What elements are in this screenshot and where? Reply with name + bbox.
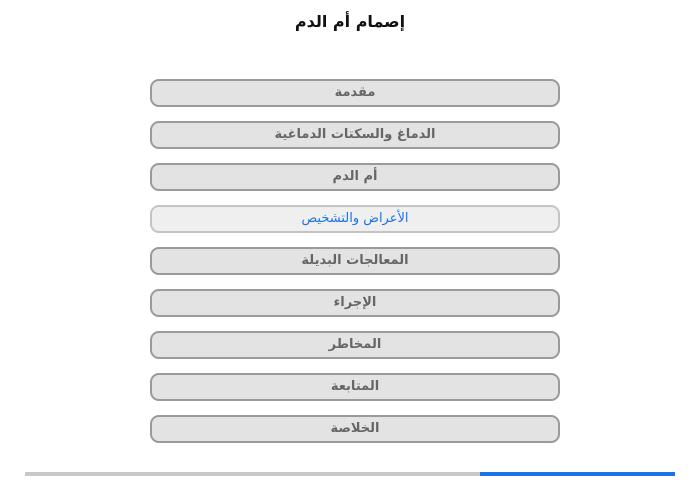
chapter-menu bbox=[150, 79, 560, 457]
menu-item-aneurysm[interactable]: أم الدم bbox=[150, 163, 560, 191]
menu-item-risks[interactable]: المخاطر bbox=[150, 331, 560, 359]
menu-item-follow-up[interactable]: المتابعة bbox=[150, 373, 560, 401]
page-title: إصمام أم الدم bbox=[294, 12, 406, 31]
menu-item-summary[interactable]: الخلاصة bbox=[150, 415, 560, 443]
progress-bar bbox=[25, 472, 675, 476]
menu-item-symptoms-and-diagnosis[interactable]: الأعراض والتشخيص bbox=[150, 205, 560, 233]
menu-item-introduction[interactable]: مقدمة bbox=[150, 79, 560, 107]
menu-item-procedure[interactable]: الإجراء bbox=[150, 289, 560, 317]
progress-bar-fill bbox=[480, 472, 675, 476]
menu-item-alternative-treatments[interactable]: المعالجات البديلة bbox=[150, 247, 560, 275]
menu-item-brain-and-strokes[interactable]: الدماغ والسكتات الدماغية bbox=[150, 121, 560, 149]
